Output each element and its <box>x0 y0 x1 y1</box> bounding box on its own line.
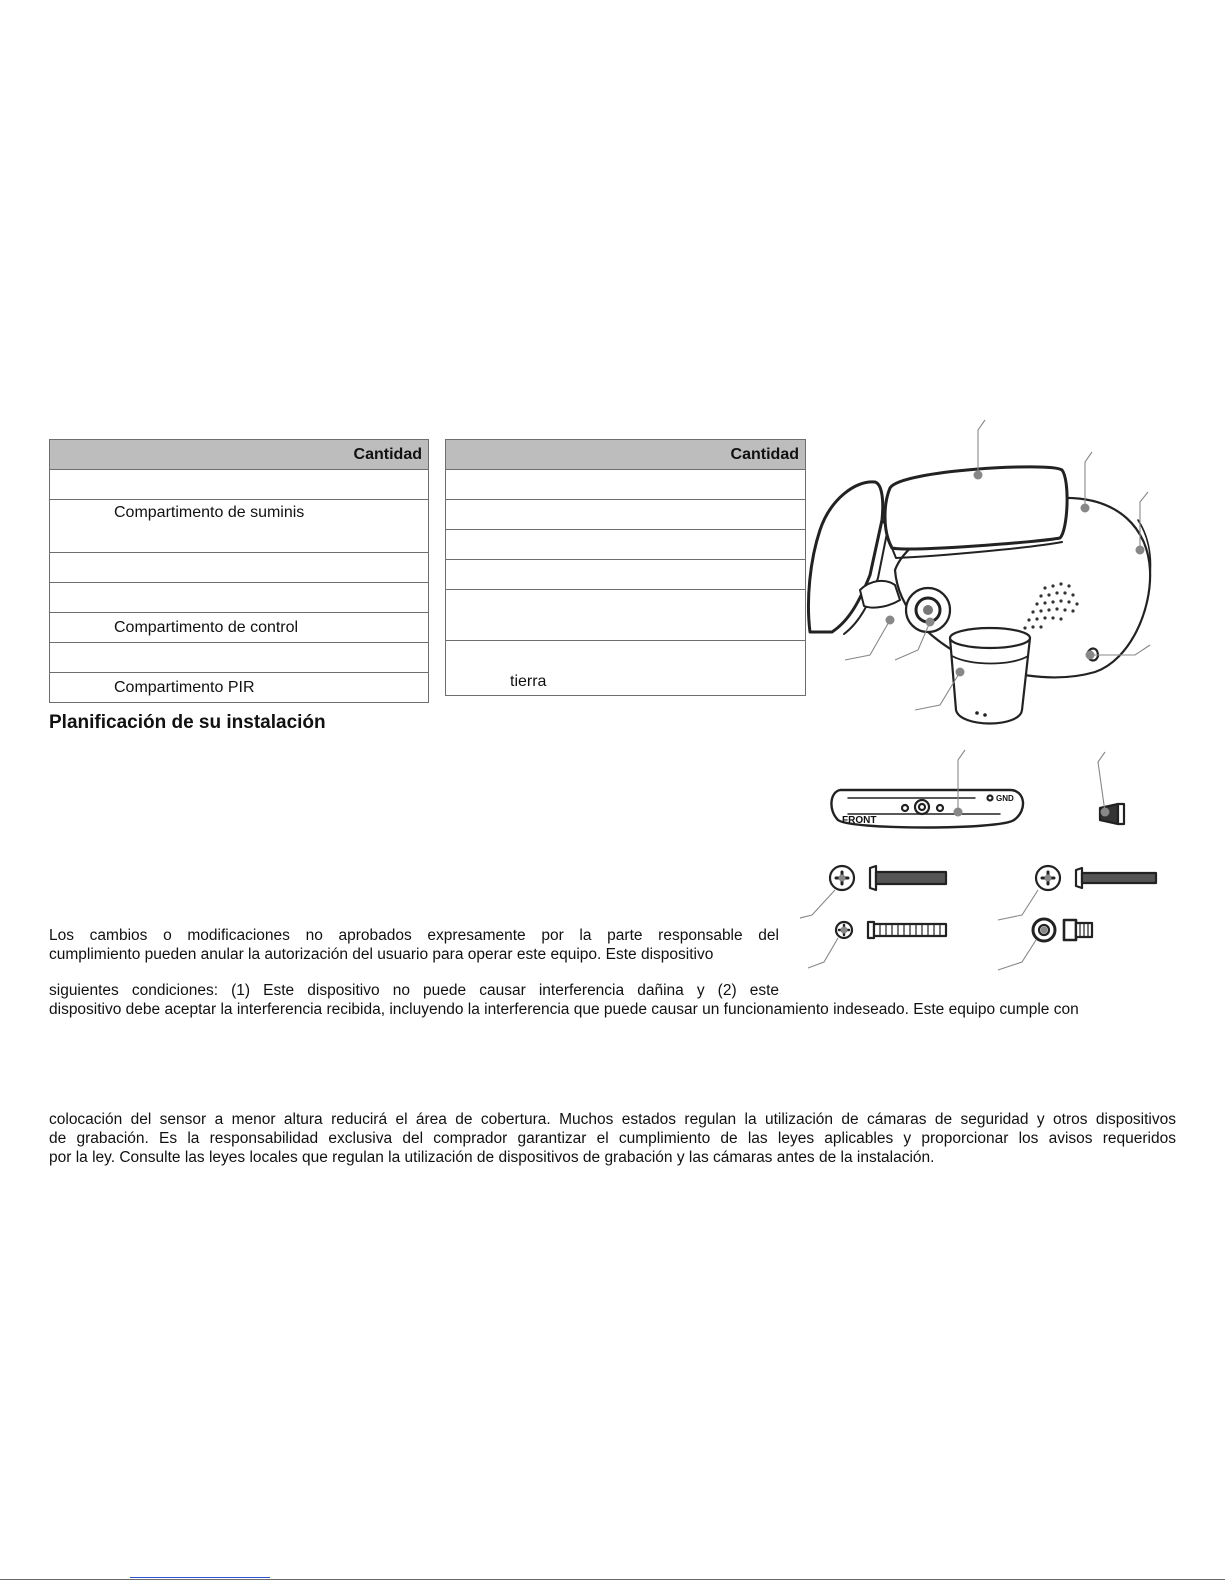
text-line: colocación del sensor a menor altura reducirá el área de cobertura. Muchos estados regulan la utilización de cámaras de seguridad y otros dispositivos <box>49 1111 1176 1128</box>
table-row <box>446 530 806 560</box>
paragraph-sensor-laws <box>49 1110 1176 1167</box>
text-line: por la ley. Consulte las leyes locales que regulan la utilización de dispositivos de grabación y las cámaras antes de la instalación. <box>49 1149 935 1166</box>
part-name: Compartimento de control <box>50 613 429 643</box>
screw-2 <box>1076 868 1156 888</box>
table-row <box>446 641 806 696</box>
table-row <box>50 643 429 673</box>
text-line: de grabación. Es la responsabilidad exclusiva del comprador garantizar el cumplimiento de las leyes aplicables y proporcionar los avisos requeridos <box>49 1130 1176 1147</box>
table-row <box>50 553 429 583</box>
table-row <box>50 613 429 643</box>
parts-table-right <box>445 439 806 696</box>
screw-3 <box>868 922 946 938</box>
part-name <box>446 470 806 500</box>
footer-link-underline[interactable] <box>130 1577 270 1578</box>
left-light-panel <box>808 482 888 634</box>
part-name <box>446 560 806 590</box>
part-name: Compartimento PIR <box>50 673 429 703</box>
screw-4 <box>1064 920 1092 940</box>
part-name <box>446 500 806 530</box>
table-row <box>446 470 806 500</box>
table-row <box>50 470 429 500</box>
qty-header: Cantidad <box>50 440 429 470</box>
gnd-label: GND <box>996 794 1014 803</box>
paragraph-fcc-changes <box>49 926 779 964</box>
part-name: Compartimento de suminis <box>50 500 429 553</box>
part-name <box>50 643 429 673</box>
part-name <box>446 590 806 641</box>
part-name <box>50 583 429 613</box>
table-row <box>50 500 429 553</box>
table-header-row <box>446 440 806 470</box>
table-row <box>446 500 806 530</box>
screw-1 <box>870 866 946 890</box>
text-line: cumplimiento pueden anular la autorización del usuario para operar este equipo. Este dispositivo <box>49 946 714 963</box>
text-line: siguientes condiciones: (1) Este dispositivo no puede causar interferencia dañina y (2) este <box>49 982 779 999</box>
product-illustration <box>800 410 1180 990</box>
table-row <box>50 673 429 703</box>
part-name: tierra <box>446 641 806 696</box>
text-line: dispositivo debe aceptar la interferencia recibida, incluyendo la interferencia que puede causar un funcionamiento indeseado. Este equipo cumple con <box>49 1001 1079 1018</box>
part-name <box>50 553 429 583</box>
section-heading: Planificación de su instalación <box>49 712 326 733</box>
table-row <box>50 583 429 613</box>
parts-table-left <box>49 439 429 703</box>
part-name <box>50 470 429 500</box>
table-row <box>446 590 806 641</box>
part-name <box>446 530 806 560</box>
table-row <box>446 560 806 590</box>
front-label: FRONT <box>842 815 877 826</box>
table-header-row <box>50 440 429 470</box>
footer-divider <box>0 1579 1225 1580</box>
qty-header: Cantidad <box>446 440 806 470</box>
text-line: Los cambios o modificaciones no aprobados expresamente por la parte responsable del <box>49 927 779 944</box>
